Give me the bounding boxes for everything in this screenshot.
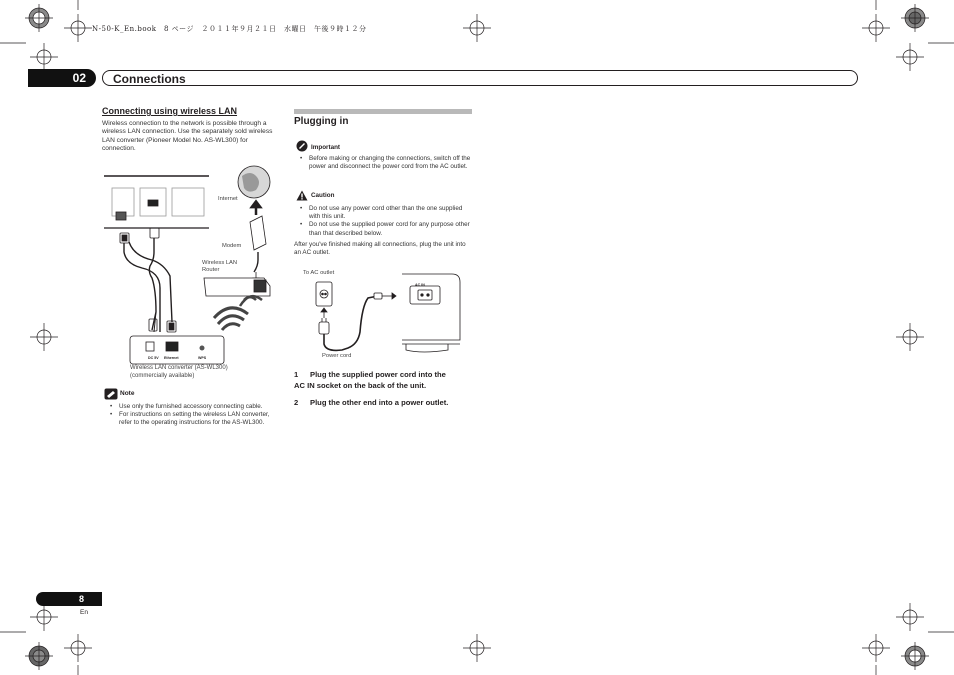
chapter-number: 02 — [28, 69, 96, 87]
print-header: N-50-K_En.book 8 ページ ２０１１年９月２１日 水曜日 午後９時１２分 — [92, 25, 367, 33]
chapter-title: Connections — [102, 70, 858, 86]
step-text: Plug the other end into a power outlet. — [310, 398, 449, 407]
step-number: 2 — [294, 398, 299, 407]
step-text-cont: AC IN socket on the back of the unit. — [294, 380, 427, 390]
important-item: • Before making or changing the connections, switch off the power and disconnect the power cord from the AC outlet. — [300, 155, 472, 171]
section-bar — [294, 109, 472, 114]
wireless-lan-diagram — [104, 160, 284, 370]
label-to-ac-outlet: To AC outlet — [303, 270, 335, 276]
label-modem: Modem — [222, 243, 242, 249]
wireless-intro: Wireless connection to the network is possible through a wireless LAN connection. Use the separately sold wireless LAN converter (Pioneer Model No. AS-WL300) for connection. — [102, 120, 273, 153]
caution-item: • Do not use the supplied power cord for any purpose other than that described below. — [300, 221, 472, 237]
caution-list — [300, 205, 472, 238]
note-item: • Use only the furnished accessory connecting cable. — [110, 403, 282, 411]
step-1 — [294, 370, 474, 391]
important-title: Important — [311, 144, 341, 151]
label-ethernet: Ethernet — [164, 356, 179, 360]
converter-caption — [130, 365, 228, 380]
label-dc5v: DC 5V — [148, 356, 159, 360]
note-item: • For instructions on setting the wireless LAN converter, refer to the operating instructions for the AS-WL300. — [110, 411, 282, 427]
label-wps: WPS — [198, 356, 207, 360]
converter-caption-line2: (commercially available) — [130, 372, 195, 379]
note-list — [110, 403, 282, 428]
note-icon — [104, 388, 118, 400]
caution-item: • Do not use any power cord other than the one supplied with this unit. — [300, 205, 472, 221]
page-number: 8 — [36, 592, 102, 606]
language-code: En — [80, 609, 88, 616]
label-ac-in: AC IN — [415, 283, 425, 287]
caution-title: Caution — [311, 192, 335, 199]
section-heading-wireless-lan: Connecting using wireless LAN — [102, 106, 238, 116]
after-connections-text: After you've finished making all connections, plug the unit into an AC outlet. — [294, 241, 466, 257]
label-router-2: Router — [202, 267, 220, 273]
step-2 — [294, 398, 474, 409]
important-list — [300, 155, 472, 171]
section-heading-plugging-in: Plugging in — [294, 116, 349, 127]
note-title: Note — [120, 390, 135, 397]
label-power-cord: Power cord — [322, 353, 352, 359]
step-number: 1 — [294, 370, 299, 379]
label-router-1: Wireless LAN — [202, 260, 238, 266]
caution-icon — [296, 190, 308, 201]
important-icon — [296, 140, 308, 152]
label-internet: Internet — [218, 196, 238, 202]
power-cord-diagram — [302, 266, 464, 360]
step-text: Plug the supplied power cord into the — [310, 370, 446, 379]
converter-caption-line1: Wireless LAN converter (AS-WL300) — [130, 365, 228, 371]
